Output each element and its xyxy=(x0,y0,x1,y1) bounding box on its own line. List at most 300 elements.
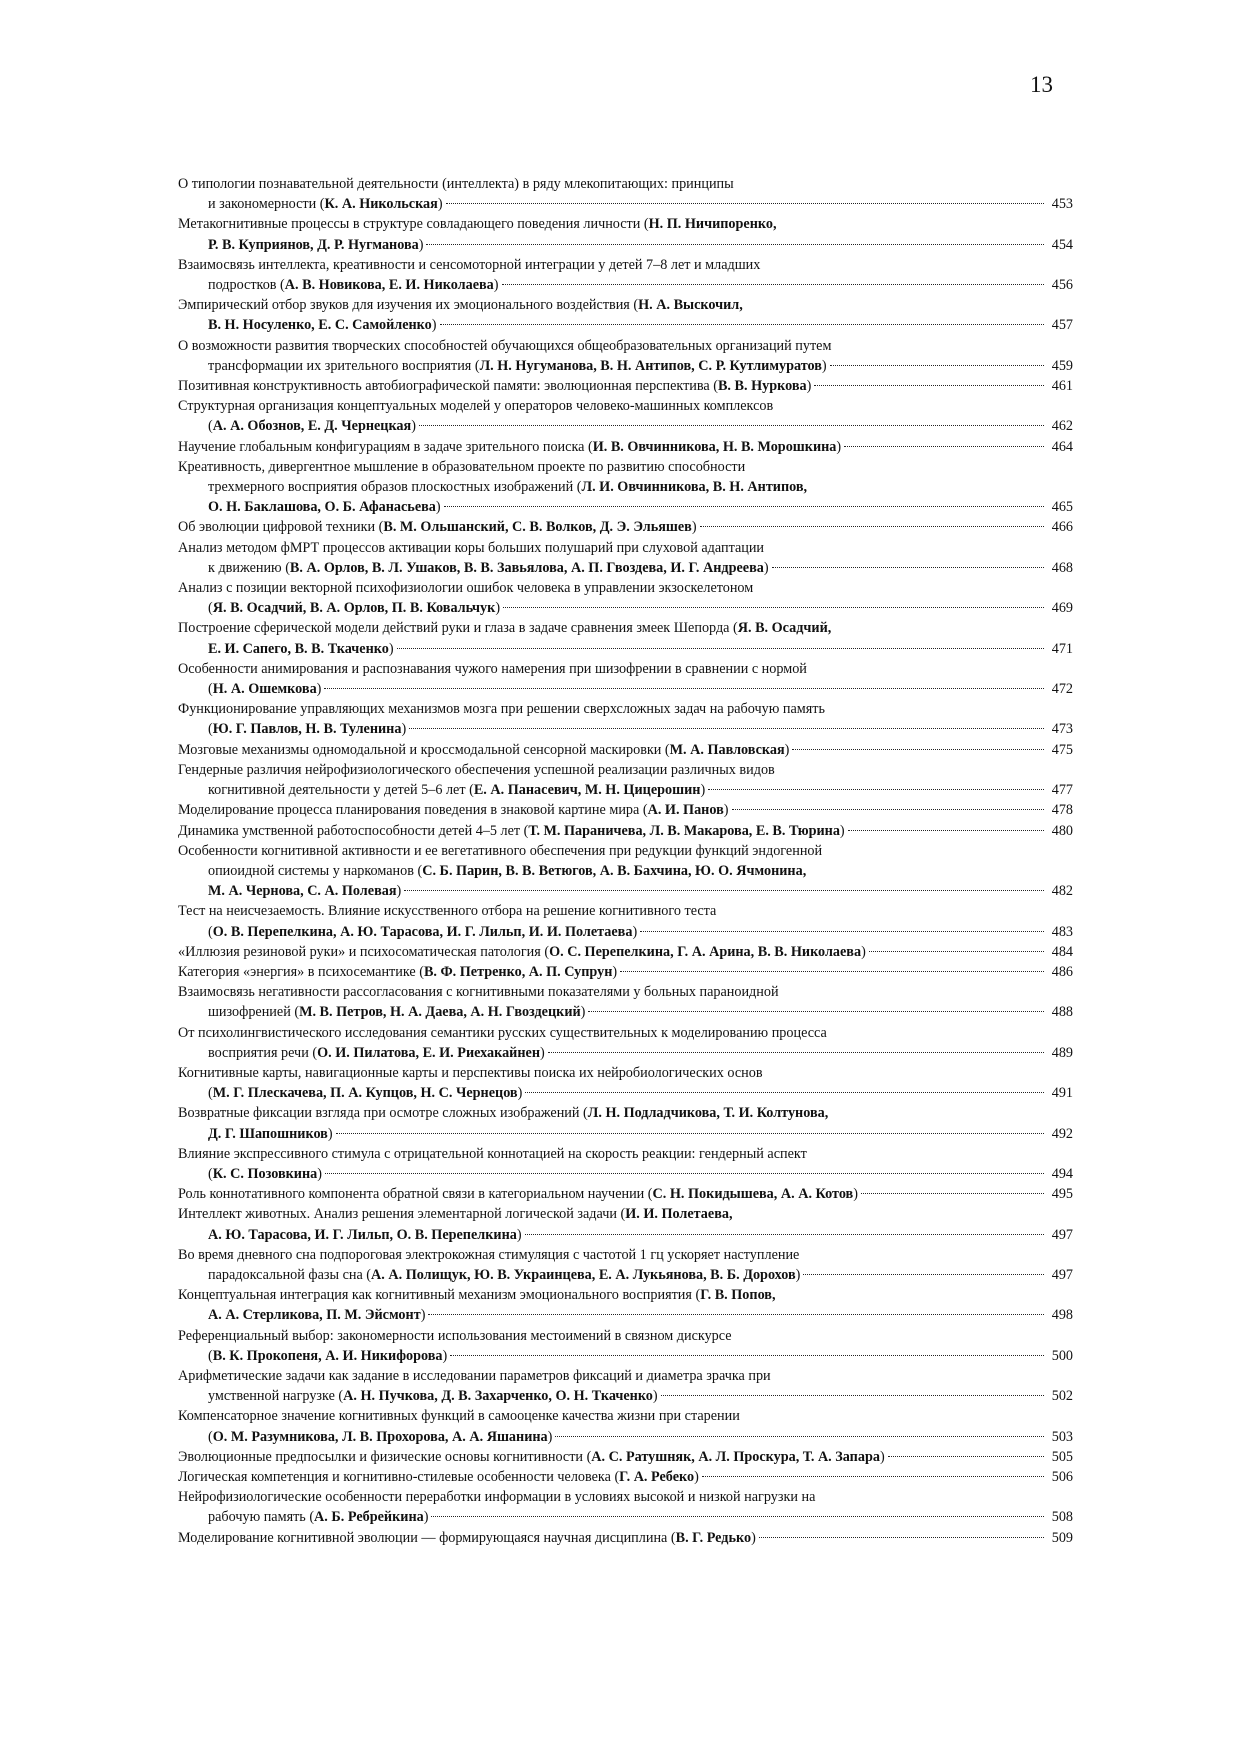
entry-title: Научение глобальным конфигурациям в задаче зрительного поиска ( xyxy=(178,438,593,455)
toc-entry[interactable] xyxy=(178,962,1073,982)
entry-title: подростков ( xyxy=(208,277,285,294)
toc-entry-line xyxy=(178,214,1073,234)
toc-entry-line xyxy=(178,174,1073,194)
entry-title: Особенности анимирования и распознавания чужого намерения при шизофрении в сравнении с нормой xyxy=(178,660,807,677)
toc-entry-line xyxy=(178,275,1073,295)
dot-leader xyxy=(732,809,1045,810)
dot-leader xyxy=(446,203,1044,204)
entry-page-number: 478 xyxy=(1051,802,1073,819)
entry-punct: ) xyxy=(418,236,424,253)
dot-leader xyxy=(640,931,1044,932)
toc-entry-line xyxy=(178,719,1073,739)
toc-entry-line xyxy=(178,1467,1073,1487)
toc-entry-line xyxy=(178,1326,1073,1346)
entry-punct: ) xyxy=(839,822,845,839)
entry-authors: Н. А. Выскочил, xyxy=(638,297,743,314)
dot-leader xyxy=(869,951,1044,952)
page-number: 13 xyxy=(1030,72,1053,97)
entry-title: Нейрофизиологические особенности переработки информации в условиях высокой и низкой нагрузки на xyxy=(178,1489,816,1506)
entry-authors: О. М. Разумникова, Л. В. Прохорова, А. А. Яшанина xyxy=(212,1428,548,1445)
dot-leader xyxy=(525,1234,1044,1235)
entry-authors: Е. А. Панасевич, М. Н. Цицерошин xyxy=(473,782,701,799)
toc-entry-line xyxy=(178,437,1073,457)
dot-leader xyxy=(431,1516,1044,1517)
entry-page-number: 498 xyxy=(1051,1307,1073,1324)
entry-authors: А. С. Ратушняк, А. Л. Проскура, Т. А. Запара xyxy=(591,1448,880,1465)
entry-authors: О. Н. Баклашова, О. Б. Афанасьева xyxy=(208,499,436,516)
toc-entry-line xyxy=(178,235,1073,255)
entry-punct: ) xyxy=(540,1044,545,1061)
toc-entry-line xyxy=(178,1427,1073,1447)
entry-punct: ) xyxy=(700,782,706,799)
toc-entry-line xyxy=(178,1204,1073,1224)
entry-title: ( xyxy=(208,600,213,617)
entry-authors: О. В. Перепелкина, А. Ю. Тарасова, И. Г. Лильп, И. И. Полетаева xyxy=(212,923,633,940)
toc-entry[interactable] xyxy=(178,1528,1073,1548)
entry-title: Эволюционные предпосылки и физические основы когнитивности ( xyxy=(178,1448,592,1465)
toc-entry[interactable] xyxy=(178,174,1073,214)
entry-authors: В. Ф. Петренко, А. П. Супрун xyxy=(423,963,613,980)
entry-title: рабочую память ( xyxy=(208,1509,315,1526)
toc-entry[interactable] xyxy=(178,901,1073,941)
entry-title: Роль коннотативного компонента обратной связи в категориальном научении ( xyxy=(178,1186,653,1203)
toc-entry[interactable] xyxy=(178,376,1073,396)
dot-leader xyxy=(426,244,1044,245)
entry-authors: Т. М. Параничева, Л. В. Макарова, Е. В. Тюрина xyxy=(528,822,840,839)
toc-entry-line xyxy=(178,659,1073,679)
toc-entry-line xyxy=(178,1265,1073,1285)
entry-title: ( xyxy=(208,1428,213,1445)
toc-entry-line xyxy=(178,1487,1073,1507)
toc-entry[interactable] xyxy=(178,942,1073,962)
entry-title: О возможности развития творческих способностей обучающихся общеобразовательных организаций путем xyxy=(178,337,832,354)
entry-punct: ) xyxy=(612,963,618,980)
toc-entry-line xyxy=(178,639,1073,659)
entry-title: Эмпирический отбор звуков для изучения их эмоционального воздействия ( xyxy=(178,297,639,314)
toc-entry[interactable] xyxy=(178,336,1073,376)
entry-title: Взаимосвязь негативности рассогласования с когнитивными показателями у больных параноидной xyxy=(178,984,779,1001)
entry-punct: ) xyxy=(411,418,416,435)
dot-leader xyxy=(325,1173,1044,1174)
toc-entry[interactable] xyxy=(178,800,1073,820)
entry-punct: ) xyxy=(751,1529,756,1546)
toc-entry-line xyxy=(178,396,1073,416)
entry-authors: М. А. Чернова, С. А. Полевая xyxy=(208,883,397,900)
entry-title: Структурная организация концептуальных моделей у операторов человеко-машинных комплексов xyxy=(178,398,774,415)
entry-page-number: 454 xyxy=(1051,236,1073,253)
toc-entry[interactable] xyxy=(178,1063,1073,1103)
dot-leader xyxy=(759,1537,1044,1538)
dot-leader xyxy=(444,506,1044,507)
dot-leader xyxy=(861,1193,1044,1194)
entry-authors: В. А. Орлов, В. Л. Ушаков, В. В. Завьялова, А. П. Гвоздева, И. Г. Андреева xyxy=(289,559,764,576)
entry-authors: Л. И. Овчинникова, В. Н. Антипов, xyxy=(581,479,808,496)
entry-authors: Н. П. Ничипоренко, xyxy=(648,216,777,233)
entry-page-number: 497 xyxy=(1051,1266,1073,1283)
table-of-contents xyxy=(178,174,1073,1548)
entry-punct: ) xyxy=(327,1125,333,1142)
entry-title: Компенсаторное значение когнитивных функций в самооценке качества жизни при старении xyxy=(178,1408,740,1425)
toc-entry-line xyxy=(178,942,1073,962)
toc-entry-line xyxy=(178,1083,1073,1103)
dot-leader xyxy=(814,385,1044,386)
toc-entry[interactable] xyxy=(178,1023,1073,1063)
dot-leader xyxy=(772,567,1044,568)
entry-authors: В. Г. Редько xyxy=(675,1529,752,1546)
entry-authors: Л. Н. Подладчикова, Т. И. Колтунова, xyxy=(587,1105,829,1122)
dot-leader xyxy=(792,749,1044,750)
entry-authors: В. К. Прокопеня, А. И. Никифорова xyxy=(212,1347,443,1364)
entry-page-number: 473 xyxy=(1051,721,1073,738)
entry-punct: ) xyxy=(821,357,827,374)
entry-punct: ) xyxy=(495,600,501,617)
entry-page-number: 459 xyxy=(1051,357,1073,374)
entry-authors: М. В. Петров, Н. А. Даева, А. Н. Гвоздецкий xyxy=(299,1004,581,1021)
dot-leader xyxy=(588,1011,1044,1012)
toc-entry-line xyxy=(178,497,1073,517)
entry-punct: ) xyxy=(420,1307,426,1324)
toc-entry-line xyxy=(178,295,1073,315)
entry-title: Референциальный выбор: закономерности использования местоимений в связном дискурсе xyxy=(178,1327,732,1344)
toc-entry-line xyxy=(178,1063,1073,1083)
toc-entry-line xyxy=(178,1507,1073,1527)
dot-leader xyxy=(555,1436,1044,1437)
toc-entry[interactable] xyxy=(178,1447,1073,1467)
toc-entry-line xyxy=(178,699,1073,719)
entry-punct: ) xyxy=(316,681,322,698)
toc-entry[interactable] xyxy=(178,1285,1073,1325)
toc-entry-line xyxy=(178,982,1073,1002)
entry-punct: ) xyxy=(795,1266,801,1283)
toc-entry[interactable] xyxy=(178,1406,1073,1446)
entry-punct: ) xyxy=(652,1388,658,1405)
toc-entry[interactable] xyxy=(178,740,1073,760)
entry-punct: ) xyxy=(437,196,443,213)
entry-punct: ) xyxy=(784,741,790,758)
entry-authors: В. Н. Носуленко, Е. С. Самойленко xyxy=(208,317,432,334)
entry-page-number: 488 xyxy=(1051,1004,1073,1021)
entry-authors: М. Г. Плескачева, П. А. Купцов, Н. С. Чернецов xyxy=(212,1085,518,1102)
entry-authors: А. А. Полищук, Ю. В. Украинцева, Е. А. Лукьянова, В. Б. Дорохов xyxy=(371,1266,796,1283)
toc-entry-line xyxy=(178,962,1073,982)
toc-entry-line xyxy=(178,1103,1073,1123)
toc-entry-line xyxy=(178,780,1073,800)
toc-entry-line xyxy=(178,901,1073,921)
dot-leader xyxy=(502,284,1045,285)
toc-entry-line xyxy=(178,922,1073,942)
entry-title: ( xyxy=(208,681,213,698)
entry-authors: Е. И. Сапего, В. В. Ткаченко xyxy=(208,640,389,657)
entry-title: О типологии познавательной деятельности (интеллекта) в ряду млекопитающих: принципы xyxy=(178,176,734,192)
entry-punct: ) xyxy=(723,802,729,819)
dot-leader xyxy=(440,324,1045,325)
toc-entry-line xyxy=(178,538,1073,558)
toc-entry-line xyxy=(178,558,1073,578)
entry-title: Об эволюции цифровой техники ( xyxy=(178,519,384,536)
toc-entry-line xyxy=(178,1245,1073,1265)
entry-title: когнитивной деятельности у детей 5–6 лет ( xyxy=(208,782,474,799)
entry-title: к движению ( xyxy=(208,559,290,576)
toc-entry[interactable] xyxy=(178,699,1073,739)
toc-entry[interactable] xyxy=(178,1103,1073,1143)
dot-leader xyxy=(830,365,1044,366)
dot-leader xyxy=(324,688,1044,689)
entry-page-number: 464 xyxy=(1051,438,1073,455)
entry-title: Категория «энергия» в психосемантике ( xyxy=(178,963,424,980)
dot-leader xyxy=(428,1314,1044,1315)
dot-leader xyxy=(503,607,1044,608)
entry-page-number: 508 xyxy=(1051,1509,1073,1526)
toc-entry-line xyxy=(178,1144,1073,1164)
toc-entry-line xyxy=(178,477,1073,497)
toc-entry-line xyxy=(178,1043,1073,1063)
toc-entry[interactable] xyxy=(178,255,1073,295)
entry-title: Особенности когнитивной активности и ее вегетативного обеспечения при редукции функций эндогенной xyxy=(178,842,823,859)
toc-entry-line xyxy=(178,861,1073,881)
toc-entry-line xyxy=(178,679,1073,699)
entry-authors: С. Н. Покидышева, А. А. Котов xyxy=(652,1186,854,1203)
entry-page-number: 465 xyxy=(1051,499,1073,516)
entry-punct: ) xyxy=(694,1469,699,1485)
toc-entry-line xyxy=(178,1164,1073,1184)
entry-page-number: 491 xyxy=(1051,1085,1073,1102)
toc-entry[interactable] xyxy=(178,1326,1073,1366)
entry-punct: ) xyxy=(632,923,638,940)
entry-title: Тест на неисчезаемость. Влияние искусственного отбора на решение когнитивного теста xyxy=(178,903,717,920)
dot-leader xyxy=(409,728,1044,729)
toc-entry[interactable] xyxy=(178,841,1073,902)
entry-title: От психолингвистического исследования семантики русских существительных к моделированию процесса xyxy=(178,1024,827,1041)
entry-authors: А. А. Обознов, Е. Д. Чернецкая xyxy=(212,418,412,435)
toc-entry-line xyxy=(178,457,1073,477)
toc-entry[interactable] xyxy=(178,982,1073,1022)
entry-title: «Иллюзия резиновой руки» и психосоматическая патология ( xyxy=(178,943,550,960)
entry-authors: А. Ю. Тарасова, И. Г. Лильп, О. В. Перепелкина xyxy=(208,1226,517,1243)
toc-entry-line xyxy=(178,255,1073,275)
entry-page-number: 466 xyxy=(1051,519,1073,536)
entry-page-number: 477 xyxy=(1051,782,1073,799)
entry-punct: ) xyxy=(431,317,437,334)
toc-entry-line xyxy=(178,821,1073,841)
entry-authors: Н. А. Ошемкова xyxy=(212,681,317,698)
toc-entry-line xyxy=(178,416,1073,436)
entry-page-number: 468 xyxy=(1051,559,1073,576)
entry-authors: Р. В. Куприянов, Д. Р. Нугманова xyxy=(208,236,419,253)
entry-page-number: 483 xyxy=(1051,923,1073,940)
entry-authors: О. С. Перепелкина, Г. А. Арина, В. В. Николаева xyxy=(549,943,862,960)
entry-authors: А. А. Стерликова, П. М. Эйсмонт xyxy=(208,1307,421,1324)
toc-entry-line xyxy=(178,315,1073,335)
entry-punct: ) xyxy=(517,1085,523,1102)
entry-page-number: 471 xyxy=(1051,640,1073,657)
toc-entry-line xyxy=(178,1124,1073,1144)
toc-entry[interactable] xyxy=(178,214,1073,254)
entry-title: Возвратные фиксации взгляда при осмотре сложных изображений ( xyxy=(178,1105,588,1122)
toc-entry-line xyxy=(178,1406,1073,1426)
toc-entry-line xyxy=(178,760,1073,780)
entry-page-number: 492 xyxy=(1051,1125,1073,1142)
entry-punct: ) xyxy=(580,1004,586,1021)
entry-punct: ) xyxy=(388,640,394,657)
toc-entry[interactable] xyxy=(178,821,1073,841)
entry-authors: А. Б. Ребрейкина xyxy=(314,1509,424,1526)
entry-authors: К. С. Позовкина xyxy=(212,1165,318,1182)
entry-punct: ) xyxy=(401,721,407,738)
entry-authors: Л. Н. Нугуманова, В. Н. Антипов, С. Р. Кутлимуратов xyxy=(479,357,822,374)
entry-authors: А. Н. Пучкова, Д. В. Захарченко, О. Н. Ткаченко xyxy=(343,1388,653,1405)
toc-entry-line xyxy=(178,194,1073,214)
toc-entry-line xyxy=(178,841,1073,861)
toc-entry[interactable] xyxy=(178,1204,1073,1244)
toc-entry-line xyxy=(178,517,1073,537)
entry-title: ( xyxy=(208,1085,213,1102)
entry-title: трансформации их зрительного восприятия ( xyxy=(208,357,480,374)
toc-entry[interactable] xyxy=(178,1366,1073,1406)
dot-leader xyxy=(848,830,1044,831)
toc-entry-line xyxy=(178,1184,1073,1204)
entry-title: ( xyxy=(208,721,213,738)
entry-punct: ) xyxy=(836,438,842,455)
dot-leader xyxy=(708,789,1044,790)
entry-title: Динамика умственной работоспособности детей 4–5 лет ( xyxy=(178,822,529,839)
entry-page-number: 453 xyxy=(1051,196,1073,213)
entry-authors: А. И. Панов xyxy=(647,802,724,819)
entry-page-number: 456 xyxy=(1051,277,1073,294)
entry-authors: Г. А. Ребеко xyxy=(619,1469,695,1485)
entry-title: Интеллект животных. Анализ решения элементарной логической задачи ( xyxy=(178,1206,626,1223)
toc-entry[interactable] xyxy=(178,457,1073,518)
entry-authors: В. М. Ольшанский, С. В. Волков, Д. Э. Эльяшев xyxy=(383,519,692,536)
entry-page-number: 482 xyxy=(1051,883,1073,900)
entry-page-number: 509 xyxy=(1051,1529,1073,1546)
entry-punct: ) xyxy=(691,519,697,536)
entry-page-number: 469 xyxy=(1051,600,1073,617)
dot-leader xyxy=(888,1456,1044,1457)
entry-authors: И. И. Полетаева, xyxy=(625,1206,733,1223)
entry-title: Взаимосвязь интеллекта, креативности и сенсомоторной интеграции у детей 7–8 лет и младших xyxy=(178,256,761,273)
toc-entry[interactable] xyxy=(178,517,1073,537)
entry-punct: ) xyxy=(435,499,441,516)
entry-title: Моделирование процесса планирования поведения в знаковой картине мира ( xyxy=(178,802,648,819)
entry-punct: ) xyxy=(317,1165,322,1182)
entry-punct: ) xyxy=(423,1509,429,1526)
toc-entry-line xyxy=(178,1366,1073,1386)
toc-entry[interactable] xyxy=(178,659,1073,699)
toc-entry[interactable] xyxy=(178,1487,1073,1527)
entry-authors: И. В. Овчинникова, Н. В. Морошкина xyxy=(592,438,837,455)
entry-punct: ) xyxy=(516,1226,522,1243)
entry-title: ( xyxy=(208,418,213,435)
entry-page-number: 475 xyxy=(1051,741,1073,758)
toc-entry-line xyxy=(178,598,1073,618)
dot-leader xyxy=(700,526,1044,527)
toc-entry[interactable] xyxy=(178,396,1073,436)
entry-title: Когнитивные карты, навигационные карты и перспективы поиска их нейробиологических основ xyxy=(178,1064,763,1081)
entry-punct: ) xyxy=(547,1428,553,1445)
entry-page-number: 486 xyxy=(1051,963,1073,980)
toc-entry-line xyxy=(178,1285,1073,1305)
dot-leader xyxy=(525,1092,1044,1093)
toc-entry-line xyxy=(178,1023,1073,1043)
entry-title: Во время дневного сна подпороговая электрокожная стимуляция с частотой 1 гц ускоряет наступление xyxy=(178,1246,800,1263)
entry-authors: Я. В. Осадчий, В. А. Орлов, П. В. Ковальчук xyxy=(212,600,496,617)
entry-title: Позитивная конструктивность автобиографической памяти: эволюционная перспектива ( xyxy=(178,378,718,395)
toc-entry-line xyxy=(178,1528,1073,1548)
toc-entry[interactable] xyxy=(178,578,1073,618)
entry-page-number: 502 xyxy=(1051,1388,1073,1405)
entry-title: умственной нагрузке ( xyxy=(208,1388,344,1405)
entry-title: парадоксальной фазы сна ( xyxy=(208,1266,372,1283)
entry-page-number: 461 xyxy=(1051,378,1073,395)
entry-title: Анализ с позиции векторной психофизиологии ошибок человека в управлении экзоскелетоном xyxy=(178,580,754,597)
entry-title: Метакогнитивные процессы в структуре совладающего поведения личности ( xyxy=(178,216,649,233)
dot-leader xyxy=(548,1052,1044,1053)
toc-entry-line xyxy=(178,740,1073,760)
toc-entry[interactable] xyxy=(178,538,1073,578)
entry-title: Концептуальная интеграция как когнитивный механизм эмоционального восприятия ( xyxy=(178,1287,701,1304)
toc-entry[interactable] xyxy=(178,1144,1073,1184)
entry-page-number: 503 xyxy=(1051,1428,1073,1445)
toc-entry-line xyxy=(178,1346,1073,1366)
entry-punct: ) xyxy=(806,378,812,395)
entry-page-number: 457 xyxy=(1051,317,1073,334)
dot-leader xyxy=(803,1274,1044,1275)
entry-punct: ) xyxy=(853,1186,858,1203)
entry-title: Влияние экспрессивного стимула с отрицательной коннотацией на скорость реакции: гендерный аспект xyxy=(178,1145,807,1162)
entry-authors: А. В. Новикова, Е. И. Николаева xyxy=(284,277,494,294)
entry-page-number: 497 xyxy=(1051,1226,1073,1243)
dot-leader xyxy=(450,1355,1044,1356)
entry-title: восприятия речи ( xyxy=(208,1044,318,1061)
toc-entry-line xyxy=(178,336,1073,356)
toc-entry[interactable] xyxy=(178,1467,1073,1487)
entry-authors: Г. В. Попов, xyxy=(700,1287,776,1304)
entry-authors: С. Б. Парин, В. В. Ветюгов, А. В. Бахчина, Ю. О. Ячмонина, xyxy=(422,862,807,879)
entry-punct: ) xyxy=(861,943,866,960)
entry-authors: Ю. Г. Павлов, Н. В. Туленина xyxy=(212,721,402,738)
entry-title: Функционирование управляющих механизмов мозга при решении сверхсложных задач на рабочую память xyxy=(178,701,825,718)
toc-entry[interactable] xyxy=(178,295,1073,335)
toc-entry[interactable] xyxy=(178,1245,1073,1285)
entry-authors: О. И. Пилатова, Е. И. Риехакайнен xyxy=(317,1044,541,1061)
entry-page-number: 494 xyxy=(1051,1165,1073,1182)
toc-entry[interactable] xyxy=(178,1184,1073,1204)
entry-punct: ) xyxy=(442,1347,448,1364)
entry-title: шизофренией ( xyxy=(208,1004,300,1021)
entry-title: ( xyxy=(208,1165,213,1182)
toc-entry[interactable] xyxy=(178,618,1073,658)
toc-entry-line xyxy=(178,1447,1073,1467)
toc-entry-line xyxy=(178,800,1073,820)
toc-entry-line xyxy=(178,1386,1073,1406)
toc-entry[interactable] xyxy=(178,760,1073,800)
entry-page-number: 472 xyxy=(1051,681,1073,698)
entry-punct: ) xyxy=(763,559,769,576)
entry-page-number: 506 xyxy=(1051,1469,1073,1485)
toc-entry-line xyxy=(178,1002,1073,1022)
dot-leader xyxy=(661,1395,1044,1396)
entry-title: и закономерности ( xyxy=(208,196,325,213)
entry-authors: К. А. Никольская xyxy=(324,196,438,213)
entry-title: Арифметические задачи как задание в исследовании параметров фиксаций и диаметра зрачка при xyxy=(178,1367,771,1384)
entry-page-number: 480 xyxy=(1051,822,1073,839)
entry-punct: ) xyxy=(396,883,402,900)
toc-entry-line xyxy=(178,578,1073,598)
toc-entry-line xyxy=(178,1225,1073,1245)
dot-leader xyxy=(397,648,1044,649)
toc-entry-line xyxy=(178,618,1073,638)
toc-entry[interactable] xyxy=(178,437,1073,457)
